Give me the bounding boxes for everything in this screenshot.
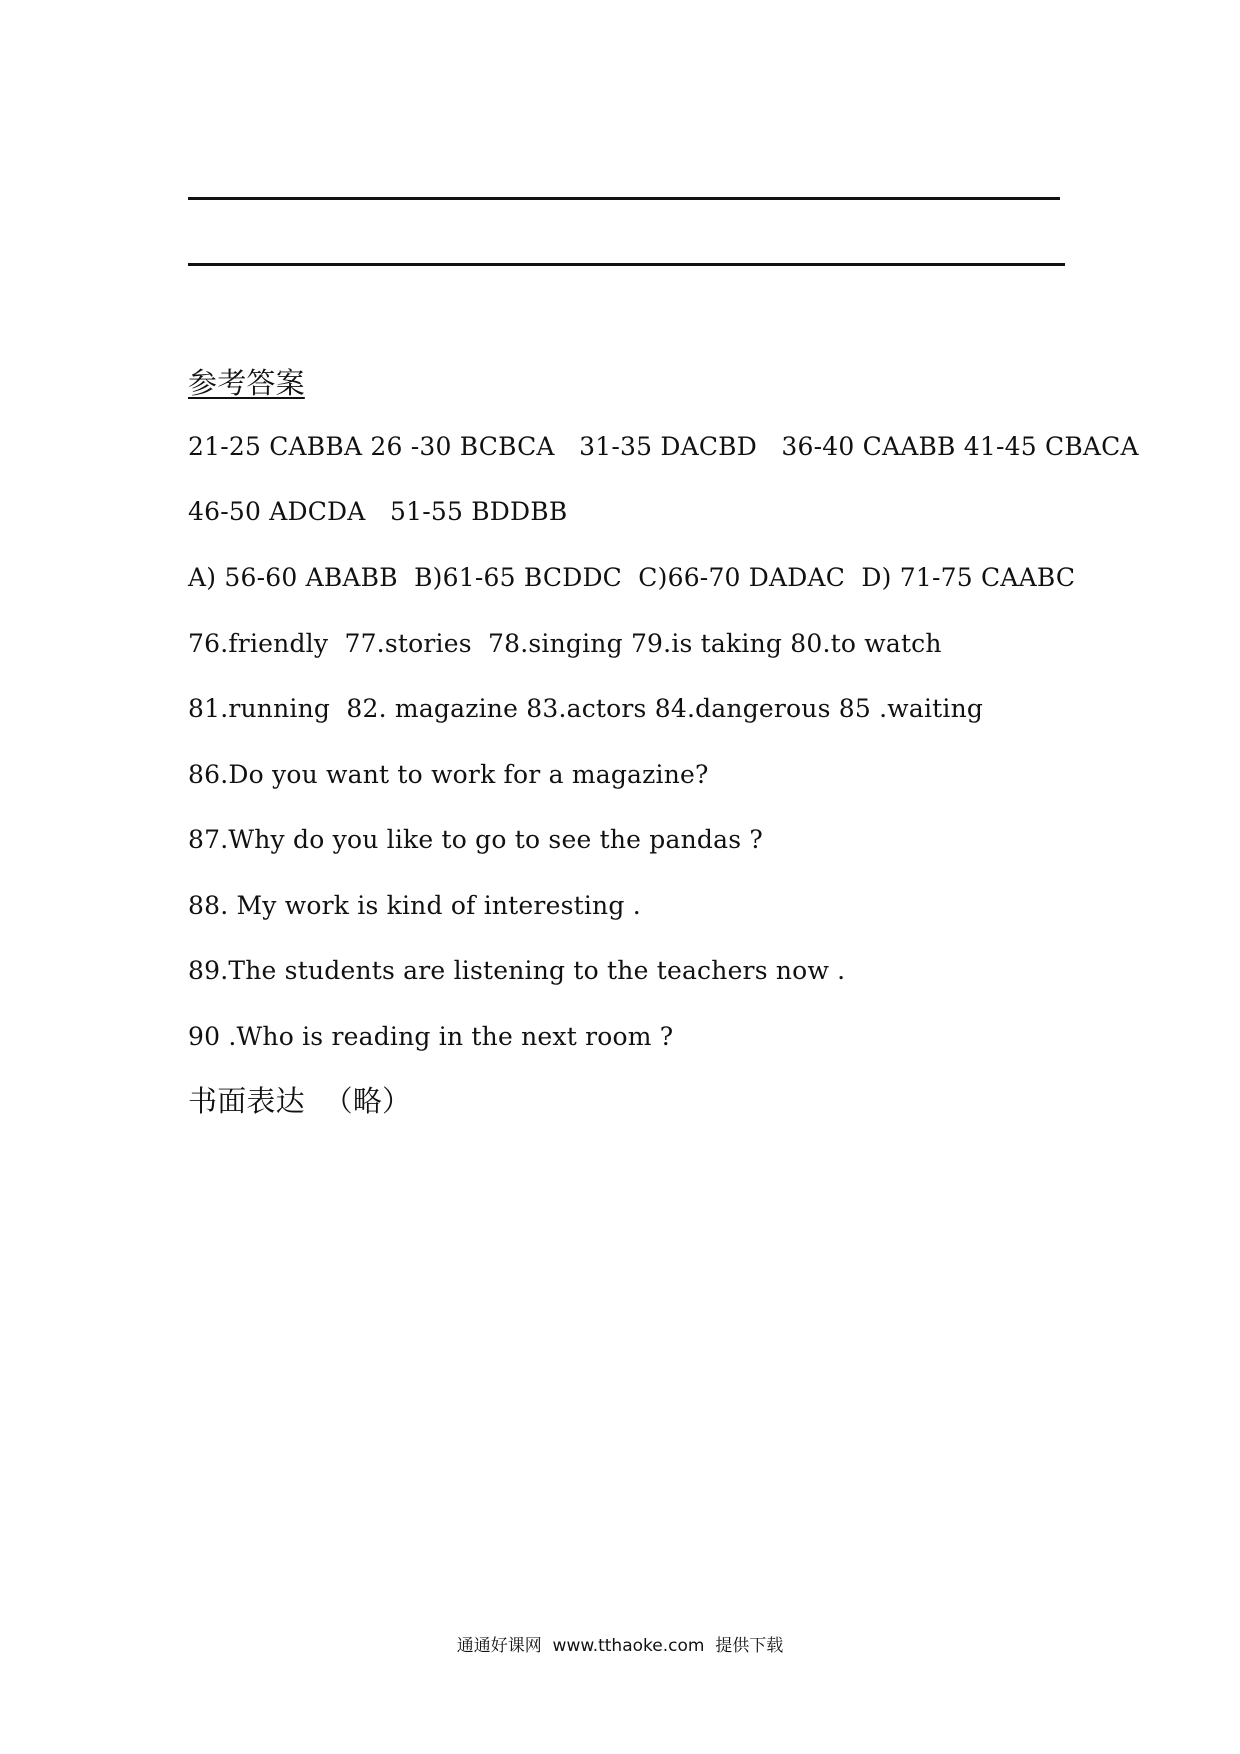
page-footer: 通通好课网 www.tthaoke.com 提供下载: [456, 1636, 784, 1656]
answer-line-90: 90 .Who is reading in the next room ?: [188, 1022, 674, 1051]
answer-line-88: 88. My work is kind of interesting .: [188, 891, 641, 920]
answer-line-1: [188, 197, 1060, 200]
writing-section: 书面表达 （略）: [188, 1084, 412, 1118]
answer-line-words-81-85: 81.running 82. magazine 83.actors 84.dangerous 85 .waiting: [188, 694, 984, 723]
answer-line-mc-46-55: 46-50 ADCDA 51-55 BDDBB: [188, 497, 568, 526]
answer-line-87: 87.Why do you like to go to see the pandas ?: [188, 825, 763, 854]
answer-key-heading: 参考答案: [188, 366, 305, 400]
answer-line-89: 89.The students are listening to the teachers now .: [188, 956, 846, 985]
answer-line-words-76-80: 76.friendly 77.stories 78.singing 79.is taking 80.to watch: [188, 629, 942, 658]
answer-line-reading: A) 56-60 ABABB B)61-65 BCDDC C)66-70 DADAC D) 71-75 CAABC: [188, 563, 1076, 592]
answer-line-2: [188, 263, 1065, 266]
answer-line-86: 86.Do you want to work for a magazine?: [188, 760, 709, 789]
answer-line-mc-21-45: 21-25 CABBA 26 -30 BCBCA 31-35 DACBD 36-40 CAABB 41-45 CBACA: [188, 432, 1139, 461]
